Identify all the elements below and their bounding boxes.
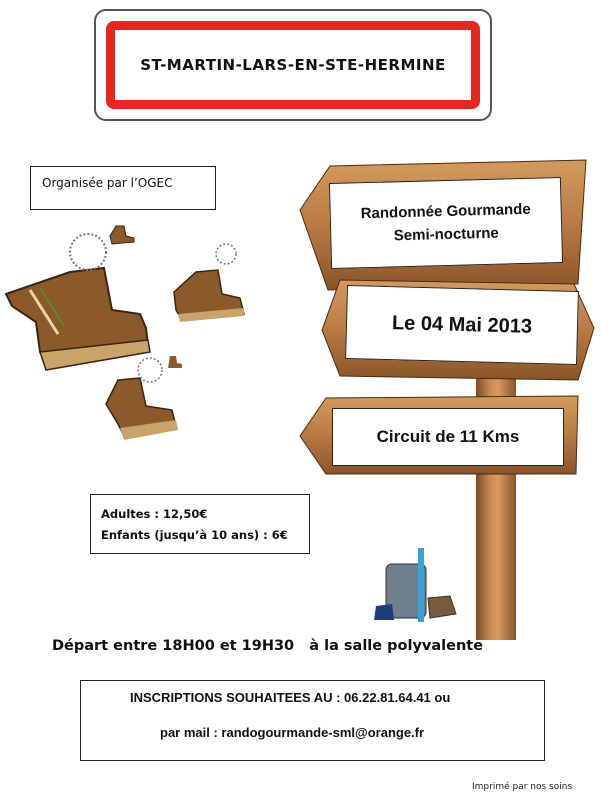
town-name: ST-MARTIN-LARS-EN-STE-HERMINE: [140, 56, 446, 74]
event-title-line1: Randonnée Gourmande: [360, 200, 531, 223]
price-children: Enfants (jusqu’à 10 ans) : 6€: [101, 528, 288, 542]
printed-by-note: Imprimé par nos soins: [472, 782, 573, 792]
hiking-gear-icon: [374, 548, 456, 622]
inscriptions-email: par mail : randogourmande-sml@orange.fr: [160, 725, 425, 740]
circuit-sign: [332, 408, 564, 466]
inscriptions-phone: INSCRIPTIONS SOUHAITEES AU : 06.22.81.64.41 ou: [130, 690, 451, 705]
event-date: Le 04 Mai 2013: [391, 311, 533, 338]
organizer-text: Organisée par l’OGEC: [42, 176, 173, 190]
circuit-length: Circuit de 11 Kms: [376, 427, 520, 446]
event-title-sign: [329, 177, 563, 269]
event-title-line2: Semi-nocturne: [393, 224, 500, 245]
departure-info: Départ entre 18H00 et 19H30 à la salle polyvalente: [52, 638, 484, 654]
price-adults: Adultes : 12,50€: [101, 507, 208, 521]
event-date-sign: [345, 285, 579, 365]
inscriptions-box: [80, 680, 545, 761]
